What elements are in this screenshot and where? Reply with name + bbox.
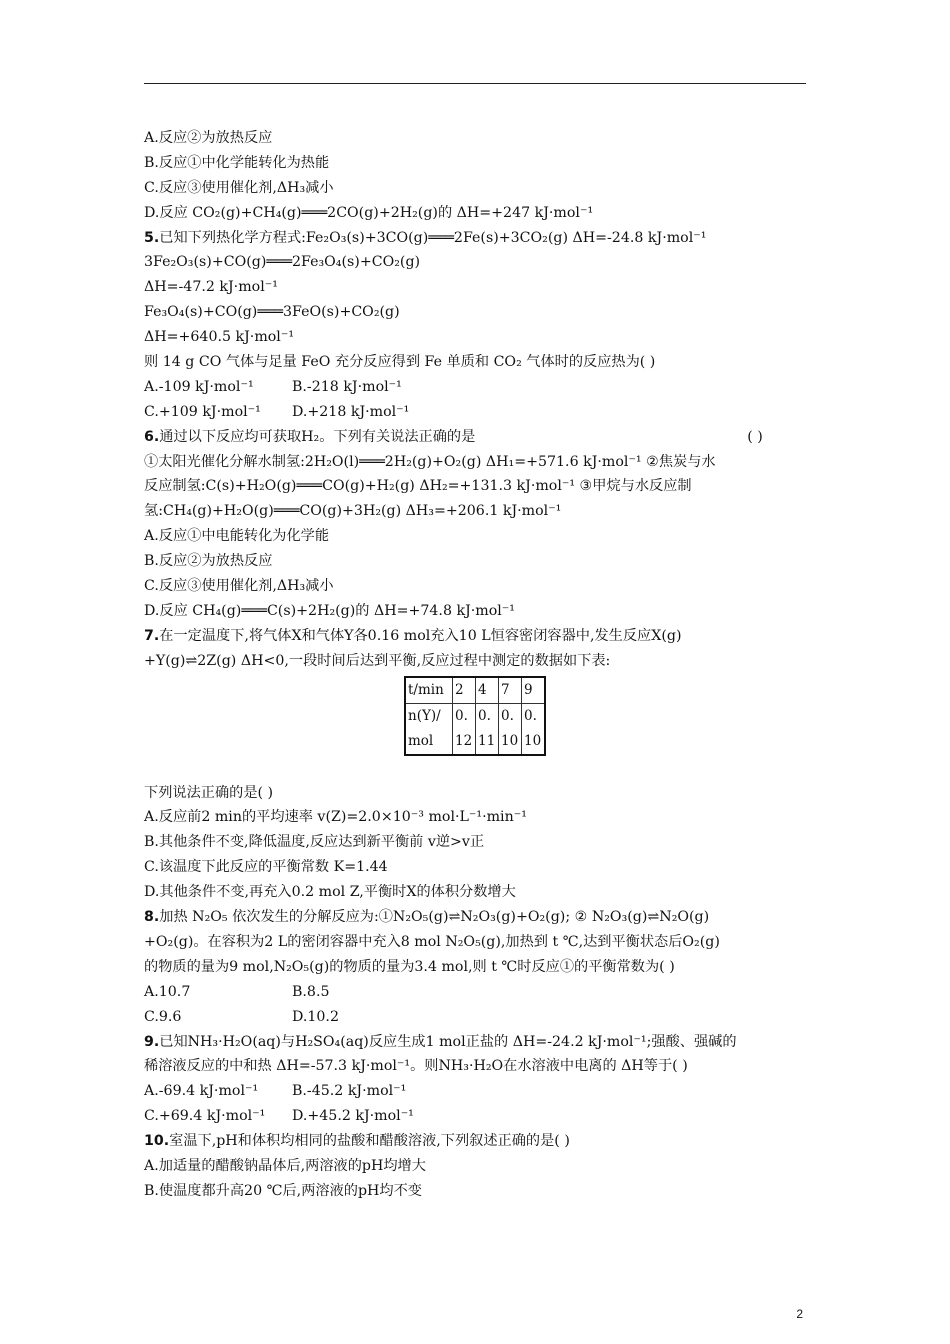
question-9-line: 9.已知NH₃·H₂O(aq)与H₂SO₄(aq)反应生成1 mol正盐的 ΔH=-24.2 kJ·mol⁻¹;强酸、强碱的 [144, 1033, 737, 1050]
table-cell: n(Y)/ mol [405, 703, 453, 755]
table-cell: t/min [405, 677, 453, 704]
table-cell: 2 [453, 677, 476, 704]
question-7-line: +Y(g)⇌2Z(g) ΔH<0,一段时间后达到平衡,反应过程中测定的数据如下表: [144, 652, 611, 669]
question-7-line: 下列说法正确的是( ) [144, 784, 274, 801]
question-6-line: 反应制氢:C(s)+H₂O(g)═══CO(g)+H₂(g) ΔH₂=+131.3 kJ·mol⁻¹ ③甲烷与水反应制 [144, 478, 692, 495]
table-cell: 0. 11 [476, 703, 499, 755]
page-content [144, 126, 812, 1204]
question-8-options: A.10.7 B.8.5 [144, 983, 330, 1000]
page-number: 2 [796, 1307, 803, 1321]
question-6-line: C.反应③使用催化剂,ΔH₃减小 [144, 578, 334, 595]
table-header-row [405, 677, 545, 704]
question-5-options: A.-109 kJ·mol⁻¹ B.-218 kJ·mol⁻¹ [144, 378, 402, 395]
table-row [405, 703, 545, 755]
question-5-line: Fe₃O₄(s)+CO(g)═══3FeO(s)+CO₂(g) [144, 304, 400, 321]
question-6-line: B.反应②为放热反应 [144, 553, 273, 570]
question-6-stem: 6.通过以下反应均可获取H₂。下列有关说法正确的是 ( ) [144, 428, 763, 445]
table-cell: 9 [522, 677, 546, 704]
question-5-line: ΔH=-47.2 kJ·mol⁻¹ [144, 279, 278, 296]
question-6-line: ①太阳光催化分解水制氢:2H₂O(l)═══2H₂(g)+O₂(g) ΔH₁=+571.6 kJ·mol⁻¹ ②焦炭与水 [144, 453, 716, 470]
question-8-line: 的物质的量为9 mol,N₂O₅(g)的物质的量为3.4 mol,则 t ℃时反应①的平衡常数为( ) [144, 958, 675, 975]
question-number: 6. [144, 428, 160, 445]
question-8-line: +O₂(g)。在容积为2 L的密闭容器中充入8 mol N₂O₅(g),加热到 t ℃,达到平衡状态后O₂(g) [144, 933, 720, 950]
question-8-options: C.9.6 D.10.2 [144, 1008, 339, 1025]
question-10-line: 10.室温下,pH和体积均相同的盐酸和醋酸溶液,下列叙述正确的是( ) [144, 1133, 570, 1150]
option-line: A.反应②为放热反应 [144, 130, 273, 146]
question-6-line: D.反应 CH₄(g)═══C(s)+2H₂(g)的 ΔH=+74.8 kJ·mol⁻¹ [144, 602, 515, 619]
question-number: 7. [144, 627, 160, 644]
question-number: 8. [144, 909, 160, 926]
question-number: 10. [144, 1133, 170, 1150]
question-7-line: C.该温度下此反应的平衡常数 K=1.44 [144, 859, 388, 876]
question-7-line: B.其他条件不变,降低温度,反应达到新平衡前 v逆>v正 [144, 834, 485, 851]
question-10-line: A.加适量的醋酸钠晶体后,两溶液的pH均增大 [144, 1157, 426, 1174]
question-9-options: C.+69.4 kJ·mol⁻¹ D.+45.2 kJ·mol⁻¹ [144, 1108, 414, 1125]
question-number: 5. [144, 229, 160, 246]
table-cell: 0. 12 [453, 703, 476, 755]
question-5-line: 3Fe₂O₃(s)+CO(g)═══2Fe₃O₄(s)+CO₂(g) [144, 254, 421, 271]
table-cell: 7 [499, 677, 522, 704]
header-rule [144, 83, 806, 84]
question-5-line: 则 14 g CO 气体与足量 FeO 充分反应得到 Fe 单质和 CO₂ 气体时的反应热为( ) [144, 354, 656, 371]
question-6-line: A.反应①中电能转化为化学能 [144, 528, 330, 545]
data-table-wrapper [144, 674, 812, 768]
option-line: D.反应 CO₂(g)+CH₄(g)═══2CO(g)+2H₂(g)的 ΔH=+247 kJ·mol⁻¹ [144, 204, 594, 221]
question-number: 9. [144, 1033, 160, 1050]
table-cell: 0. 10 [499, 703, 522, 755]
question-5-options: C.+109 kJ·mol⁻¹ D.+218 kJ·mol⁻¹ [144, 403, 410, 420]
option-line: C.反应③使用催化剂,ΔH₃减小 [144, 179, 334, 196]
question-10-line: B.使温度都升高20 ℃后,两溶液的pH均不变 [144, 1182, 422, 1199]
question-7-line: D.其他条件不变,再充入0.2 mol Z,平衡时X的体积分数增大 [144, 884, 516, 901]
table-cell: 0. 10 [522, 703, 546, 755]
question-9-line: 稀溶液反应的中和热 ΔH=-57.3 kJ·mol⁻¹。则NH₃·H₂O在水溶液中电离的 ΔH等于( ) [144, 1058, 688, 1075]
question-9-options: A.-69.4 kJ·mol⁻¹ B.-45.2 kJ·mol⁻¹ [144, 1083, 407, 1100]
question-7-line: 7.在一定温度下,将气体X和气体Y各0.16 mol充入10 L恒容密闭容器中,发生反应X(g) [144, 627, 682, 644]
question-7-line: A.反应前2 min的平均速率 v(Z)=2.0×10⁻³ mol·L⁻¹·min⁻¹ [144, 809, 527, 826]
question-5-line: 5.已知下列热化学方程式:Fe₂O₃(s)+3CO(g)═══2Fe(s)+3CO₂(g) ΔH=-24.8 kJ·mol⁻¹ [144, 229, 707, 246]
question-5-line: ΔH=+640.5 kJ·mol⁻¹ [144, 329, 295, 346]
question-6-line: 氢:CH₄(g)+H₂O(g)═══CO(g)+3H₂(g) ΔH₃=+206.1 kJ·mol⁻¹ [144, 503, 562, 520]
table-cell: 4 [476, 677, 499, 704]
option-line: B.反应①中化学能转化为热能 [144, 154, 330, 171]
question-8-line: 8.加热 N₂O₅ 依次发生的分解反应为:①N₂O₅(g)⇌N₂O₃(g)+O₂(g); ② N₂O₃(g)⇌N₂O(g) [144, 909, 710, 926]
data-table [404, 676, 546, 756]
